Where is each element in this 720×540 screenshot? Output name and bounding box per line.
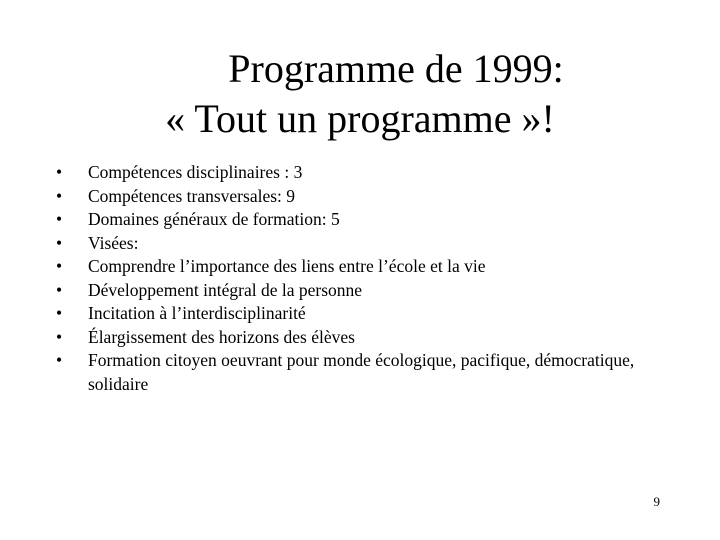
bullet-text: Formation citoyen oeuvrant pour monde écologique, pacifique, démocratique, solidaire [88, 350, 635, 394]
bullet-text: Compétences disciplinaires : 3 [88, 162, 303, 182]
slide-number: 9 [653, 494, 660, 509]
bullet-text: Compétences transversales: 9 [88, 185, 296, 206]
bullet-item-competences-disciplinaires [56, 161, 696, 185]
bullet-text: Élargissement des horizons des élèves [88, 326, 355, 347]
bullet-icon: • [56, 256, 63, 276]
bullet-item-elargissement-horizons [56, 326, 696, 350]
bullet-list [56, 161, 696, 396]
bullet-icon: • [56, 232, 63, 253]
bullet-icon: • [56, 326, 63, 347]
bullet-text: Comprendre l’importance des liens entre l’école et la vie [88, 256, 486, 276]
bullet-item-comprendre-importance [56, 255, 696, 279]
bullet-item-competences-transversales [56, 185, 696, 209]
title-line-2: « Tout un programme »! [165, 96, 555, 141]
bullet-item-formation-citoyen [56, 349, 696, 396]
bullet-item-developpement-integral [56, 279, 696, 303]
slide-title [0, 44, 720, 144]
bullet-item-domaines-generaux [56, 208, 696, 232]
bullet-icon: • [56, 162, 63, 182]
bullet-icon: • [56, 279, 63, 300]
title-line-1: Programme de 1999: [228, 46, 564, 91]
bullet-item-visees [56, 232, 696, 256]
bullet-text: Incitation à l’interdisciplinarité [88, 303, 306, 323]
bullet-icon: • [56, 209, 63, 229]
bullet-text: Développement intégral de la personne [88, 279, 363, 300]
bullet-icon: • [56, 350, 63, 370]
bullet-icon: • [56, 303, 63, 323]
bullet-text: Domaines généraux de formation: 5 [88, 209, 340, 229]
bullet-icon: • [56, 185, 63, 206]
bullet-item-interdisciplinarite [56, 302, 696, 326]
bullet-text: Visées: [88, 232, 139, 253]
